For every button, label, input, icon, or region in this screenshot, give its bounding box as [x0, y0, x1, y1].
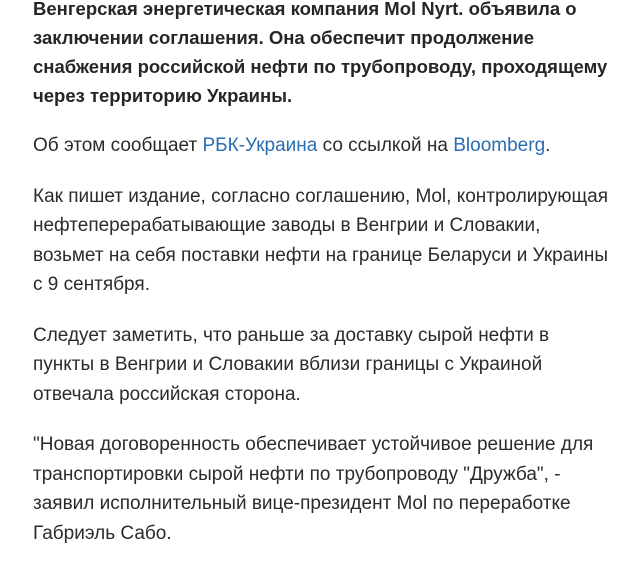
paragraph-line: транспортировки сырой нефти по трубопроводу "Дружба", -	[33, 463, 561, 485]
paragraph-line: Следует заметить, что раньше за доставку сырой нефти в	[33, 324, 550, 346]
paragraph-agreement	[33, 182, 633, 300]
lead-line: снабжения российской нефти по трубопроводу, проходящему	[33, 56, 608, 77]
paragraph-line: отвечала российская сторона.	[33, 383, 301, 405]
source-prefix: Об этом сообщает	[33, 135, 203, 156]
paragraph-quote	[33, 430, 633, 548]
paragraph-line: с 9 сентября.	[33, 274, 150, 295]
source-paragraph	[33, 131, 633, 161]
article-lead	[33, 0, 633, 110]
lead-line: заключении соглашения. Она обеспечит продолжение	[33, 27, 535, 48]
paragraph-line: "Новая договоренность обеспечивает устойчивое решение для	[33, 434, 594, 455]
paragraph-line: пункты в Венгрии и Словакии вблизи границы с Украиной	[33, 354, 543, 375]
paragraph-previous-delivery	[33, 321, 633, 410]
paragraph-line: Габриэль Сабо.	[33, 522, 172, 544]
bloomberg-link[interactable]: Bloomberg	[453, 135, 546, 156]
paragraph-line: Как пишет издание, согласно соглашению, Mol, контролирующая	[33, 185, 609, 207]
paragraph-line: заявил исполнительный вице-президент Mol по переработке	[33, 493, 571, 514]
paragraph-line: нефтеперерабатывающие заводы в Венгрии и Словакии,	[33, 215, 541, 236]
lead-line: Венгерская энергетическая компания Mol Nyrt. объявила о	[33, 0, 577, 19]
lead-line: через территорию Украины.	[33, 85, 293, 106]
source-suffix: .	[545, 135, 551, 156]
source-middle: со ссылкой на	[317, 135, 454, 156]
rbc-ukraine-link[interactable]: РБК-Украина	[202, 135, 318, 156]
article-body	[33, 0, 633, 569]
paragraph-line: возьмет на себя поставки нефти на границе Беларуси и Украины	[33, 244, 609, 266]
